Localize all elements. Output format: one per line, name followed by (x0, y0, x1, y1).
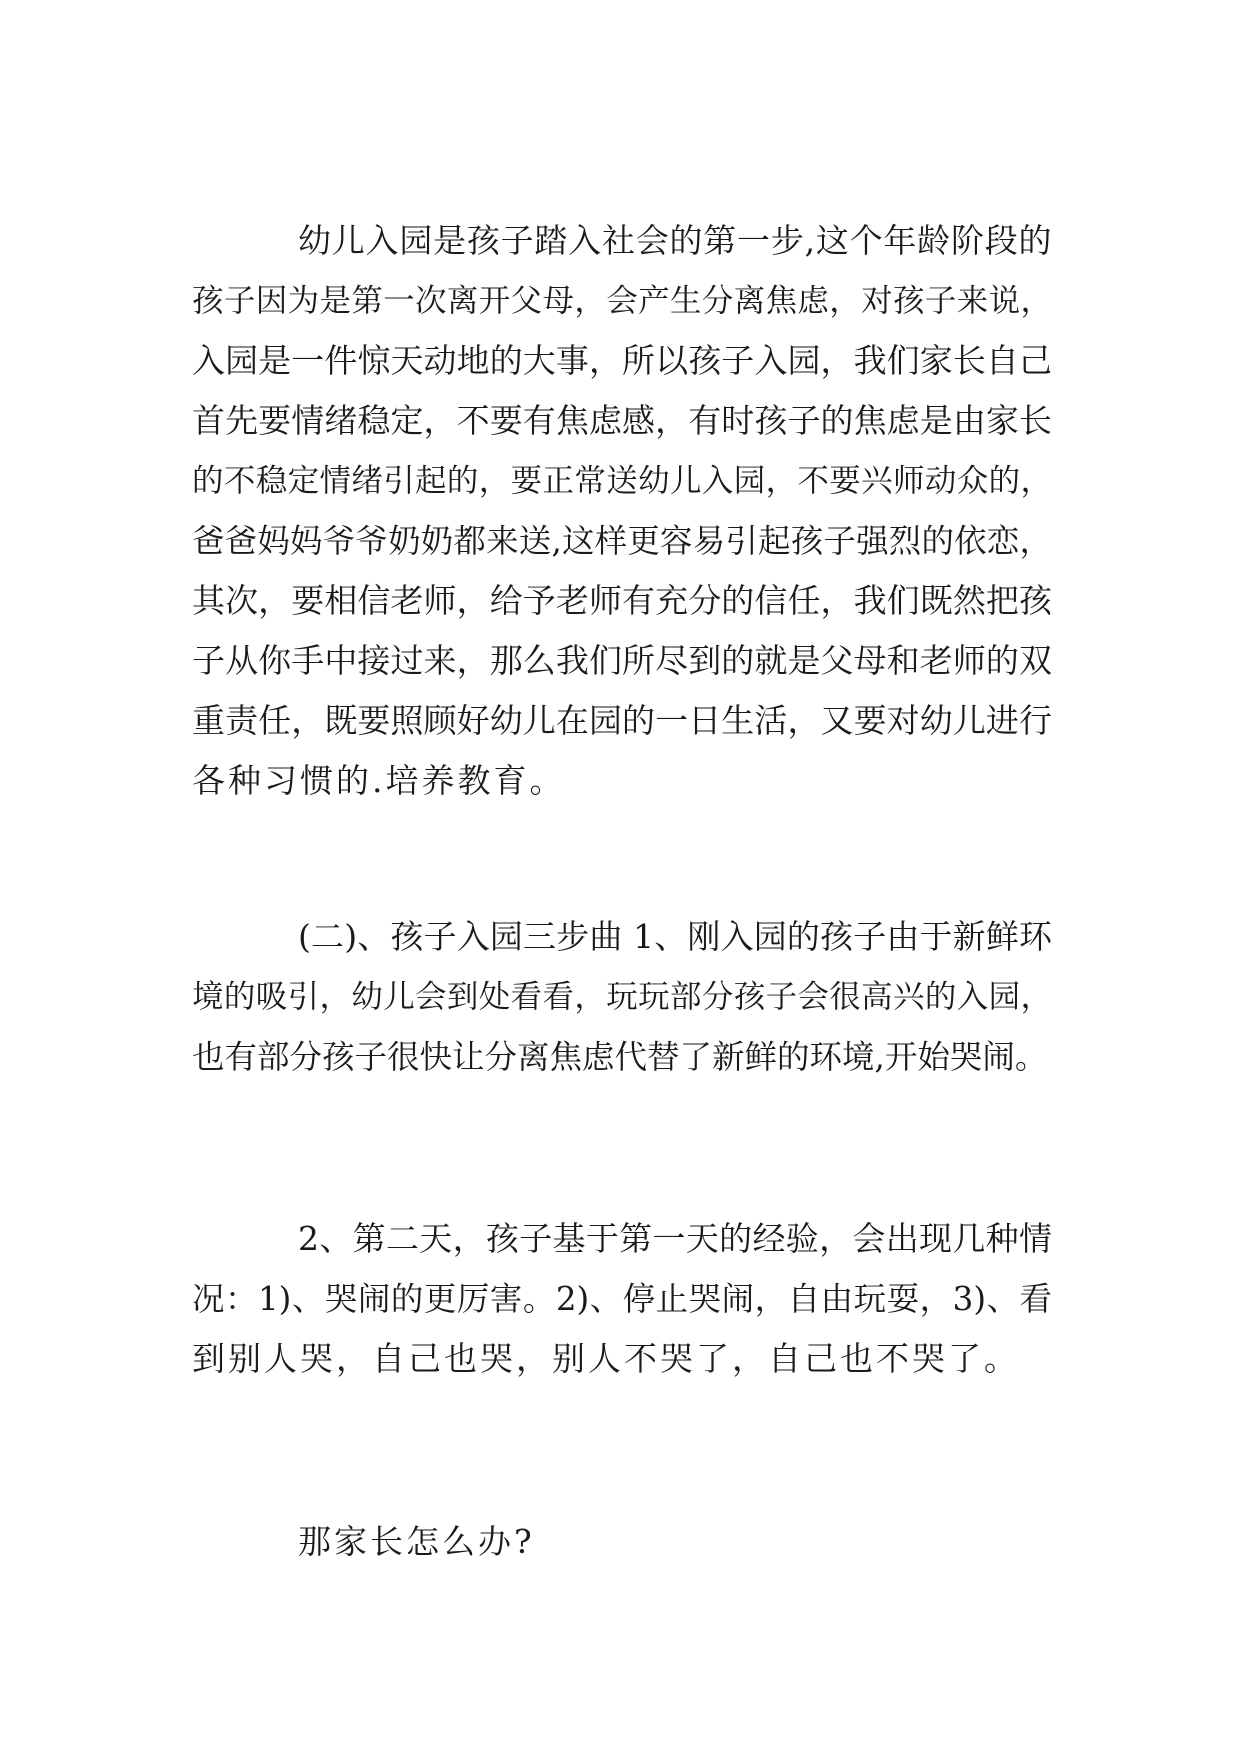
paragraph-line: 的不稳定情绪引起的，要正常送幼儿入园，不要兴师动众的， (192, 463, 1052, 499)
paragraph-3 (192, 1209, 1052, 1389)
paragraph-line: 也有部分孩子很快让分离焦虑代替了新鲜的环境,开始哭闹。 (192, 1038, 1048, 1076)
paragraph-line: 其次，要相信老师，给予老师有充分的信任，我们既然把孩 (192, 581, 1052, 620)
paragraph-2 (192, 907, 1052, 1087)
paragraph-line: (二)、孩子入园三步曲 1、刚入园的孩子由于新鲜环 (298, 917, 1052, 956)
paragraph-line: 况：1)、哭闹的更厉害。2)、停止哭闹，自由玩耍，3)、看 (192, 1280, 1052, 1318)
paragraph-line: 子从你手中接过来，那么我们所尽到的就是父母和老师的双 (192, 641, 1052, 680)
paragraph-line: 2、第二天，孩子基于第一天的经验，会出现几种情 (298, 1219, 1052, 1258)
paragraph-line: 到别人哭，自己也哭，别人不哭了，自己也不哭了。 (192, 1339, 1020, 1378)
paragraph-line: 入园是一件惊天动地的大事，所以孩子入园，我们家长自己 (192, 341, 1052, 380)
paragraph-line: 境的吸引，幼儿会到处看看，玩玩部分孩子会很高兴的入园， (192, 979, 1052, 1015)
paragraph-1 (192, 211, 1052, 811)
paragraph-line: 各种习惯的.培养教育。 (192, 761, 566, 800)
paragraph-line: 爸爸妈妈爷爷奶奶都来送,这样更容易引起孩子强烈的依恋， (192, 522, 1052, 560)
paragraph-4 (192, 1512, 1052, 1572)
paragraph-line: 首先要情绪稳定，不要有焦虑感，有时孩子的焦虑是由家长 (192, 401, 1052, 440)
paragraph-line: 那家长怎么办? (298, 1522, 535, 1561)
paragraph-line: 幼儿入园是孩子踏入社会的第一步,这个年龄阶段的 (298, 221, 1052, 260)
paragraph-line: 重责任，既要照顾好幼儿在园的一日生活，又要对幼儿进行 (192, 701, 1052, 740)
paragraph-line: 孩子因为是第一次离开父母，会产生分离焦虑，对孩子来说， (192, 283, 1052, 319)
